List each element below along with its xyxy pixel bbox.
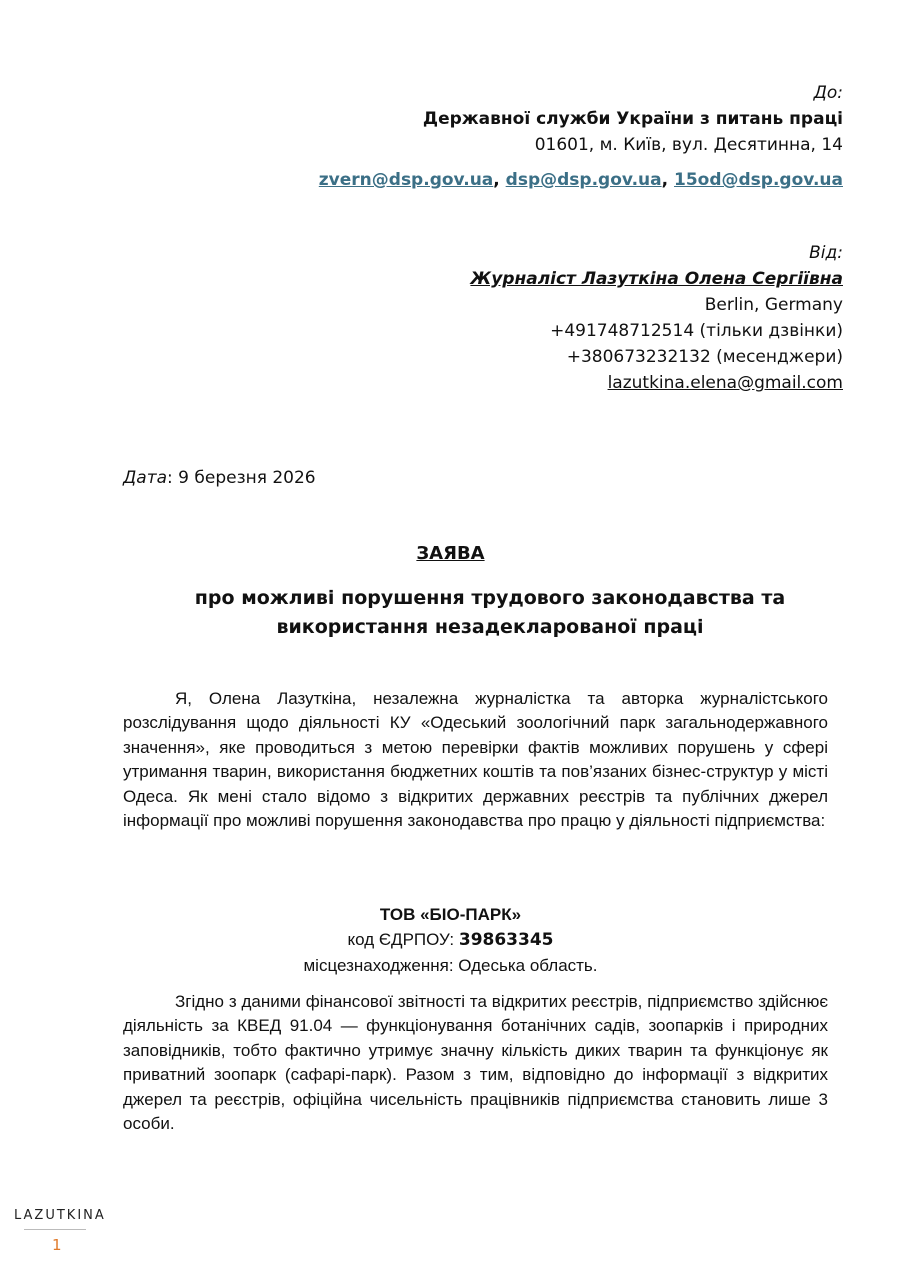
paragraph-intro-text: Я, Олена Лазуткіна, незалежна журналістка та авторка журналістського розслідування щодо діяльності КУ «Одеський зоологічний парк загальнодержавного значення», яке проводиться з метою перевірки фактів можливих порушень у сфері утримання тварин, використання бюджетних коштів та пов’язаних бізнес-структур у місті Одеса. Як мені стало відомо з відкритих державних реєстрів та публічних джерел інформації про можливі порушення законодавства про працю у діяльності підприємства: [123,689,828,831]
brand-logo: LAZUTKINA [14,1208,106,1223]
addressee-address: 01601, м. Київ, вул. Десятинна, 14 [534,135,843,155]
company-code-label: код ЄДРПОУ: [347,930,459,949]
company-location: місцезнаходження: Одеська область. [303,956,598,975]
addressee-block [423,80,843,158]
document-subtitle [100,584,880,642]
email-link-15od[interactable]: 15od@dsp.gov.ua [674,170,843,190]
company-code [0,927,901,953]
date-label: Дата [123,468,168,488]
page-number: 1 [52,1236,62,1254]
addressee-emails [319,167,843,193]
from-label: Від: [809,243,843,263]
paragraph-intro [123,687,828,833]
company-code-value: 39863345 [458,930,554,950]
sender-location: Berlin, Germany [704,295,843,315]
email-separator: , [661,170,669,190]
subtitle-line-1: про можливі порушення трудового законодавства та [194,587,786,609]
email-separator: , [493,170,500,190]
date-line [123,465,316,491]
company-block [0,902,901,978]
paragraph-kved-text: Згідно з даними фінансової звітності та відкритих реєстрів, підприємство здійснює діяльність за КВЕД 91.04 — функціонування ботанічних садів, зоопарків і природних заповідників, тобто фактично утримує значну кількість диких тварин та функціонує як приватний зоопарк (сафарі-парк). Разом з тим, відповідно до інформації з відкритих джерел та реєстрів, офіційна чисельність працівників підприємства становить лише 3 особи. [123,992,828,1134]
logo-divider [24,1229,86,1230]
sender-name: Журналіст Лазуткіна Олена Сергіївна [470,269,843,289]
document-title: ЗАЯВА [416,543,485,564]
date-value: : 9 березня 2026 [167,468,316,488]
email-link-dsp[interactable]: dsp@dsp.gov.ua [505,170,662,190]
email-link-zvern[interactable]: zvern@dsp.gov.ua [318,170,494,190]
to-label: До: [813,83,843,103]
sender-phone-messengers: +380673232132 (месенджери) [566,347,843,367]
sender-email[interactable]: lazutkina.elena@gmail.com [607,373,843,393]
addressee-org: Державної служби України з питань праці [422,109,843,129]
sender-block [470,240,843,396]
paragraph-kved [123,990,828,1136]
company-name: ТОВ «БІО-ПАРК» [379,905,522,924]
subtitle-line-2: використання незадекларованої праці [276,616,704,638]
sender-phone-calls: +491748712514 (тільки дзвінки) [550,321,843,341]
